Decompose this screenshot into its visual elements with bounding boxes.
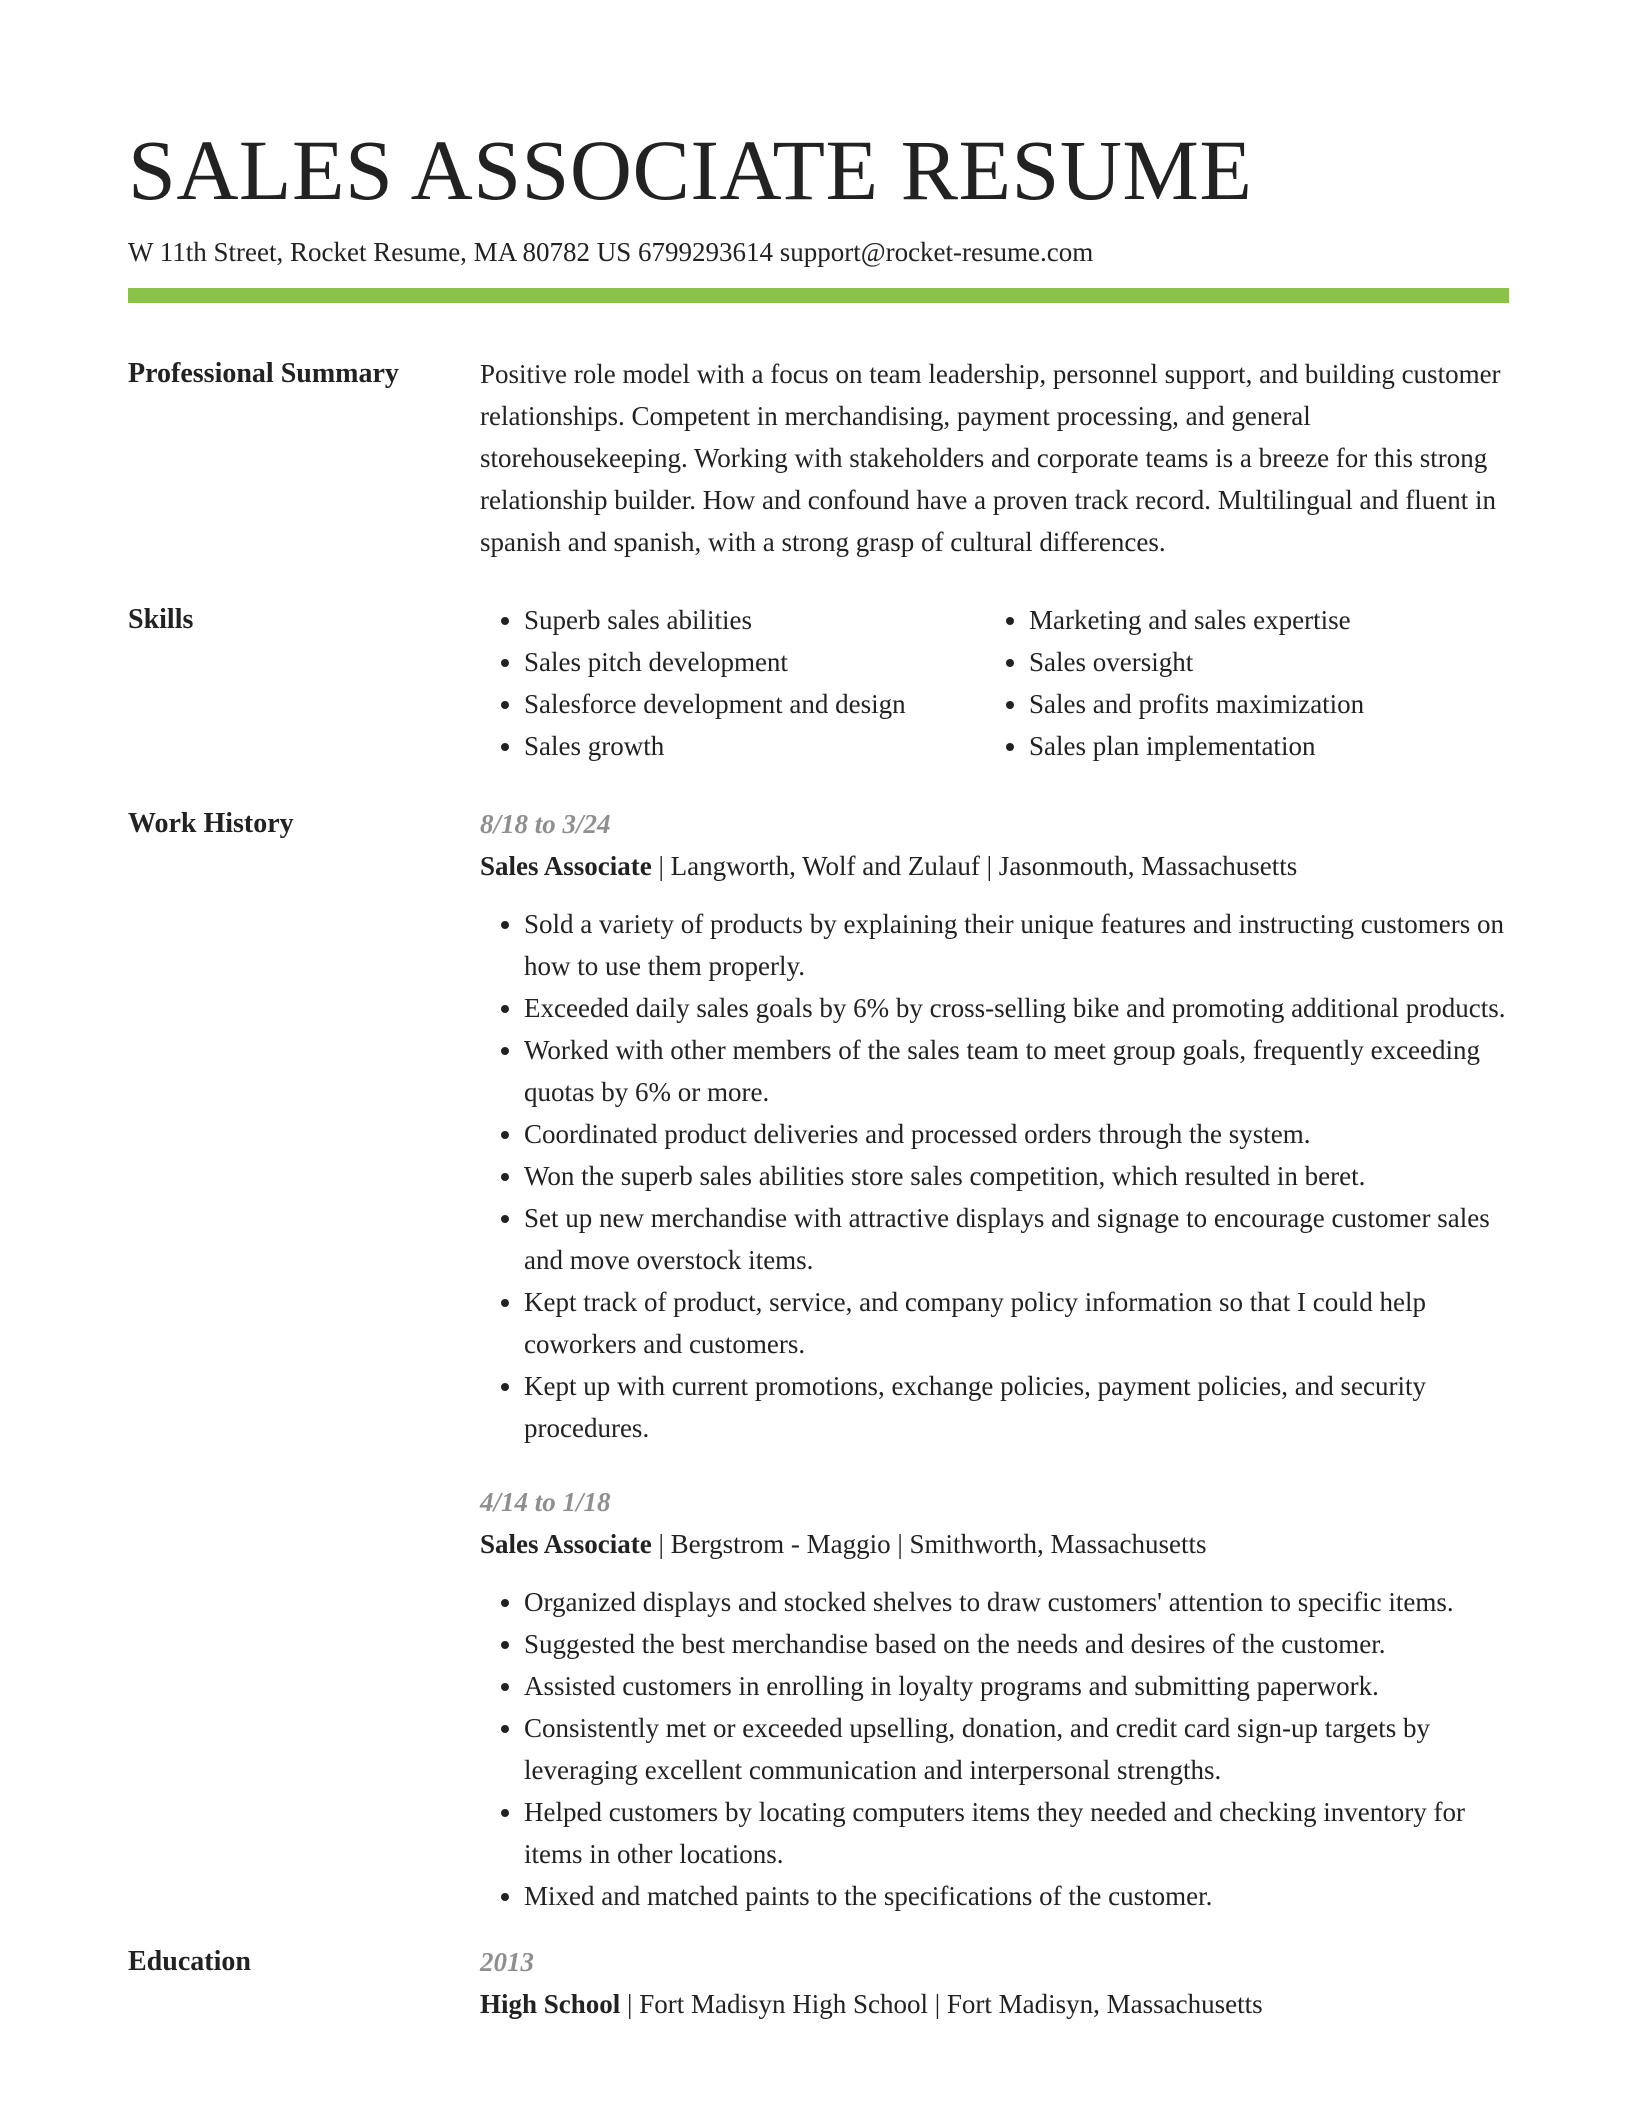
duty-item: • Assisted customers in enrolling in loyalty programs and submitting paperwork. <box>524 1665 1509 1707</box>
skill-item: • Superb sales abilities <box>524 599 985 641</box>
skills-grid <box>480 599 1509 767</box>
skill-item: • Marketing and sales expertise <box>1029 599 1509 641</box>
summary-text: Positive role model with a focus on team leadership, personnel support, and building customer relationships. Competent in merchandising, payment processing, and general storehousekeeping. Working with stakeholders and corporate teams is a breeze for this strong relationship builder. How and confound have a proven track record. Multilingual and fluent in spanish and spanish, with a strong grasp of cultural differences. <box>480 359 1501 557</box>
job-entry <box>480 1481 1509 1917</box>
education-heading: Education <box>128 1946 251 1977</box>
duty-item: • Mixed and matched paints to the specifications of the customer. <box>524 1875 1509 1917</box>
duty-item: • Kept track of product, service, and company policy information so that I could help coworkers and customers. <box>524 1281 1509 1365</box>
contact-line: W 11th Street, Rocket Resume, MA 80782 US 6799293614 support@rocket-resume.com <box>128 237 1094 267</box>
job-details: | Langworth, Wolf and Zulauf | Jasonmouth, Massachusetts <box>651 851 1298 881</box>
skills-list-right <box>985 599 1509 767</box>
skill-item: • Sales growth <box>524 725 985 767</box>
skills-body <box>480 599 1509 767</box>
work-history-section <box>128 767 1509 1917</box>
education-heading-line <box>480 1983 1509 2025</box>
skill-item: • Sales oversight <box>1029 641 1509 683</box>
skills-list-left <box>480 599 985 767</box>
skill-item: • Sales plan implementation <box>1029 725 1509 767</box>
job-duties <box>480 1581 1509 1917</box>
job-role: Sales Associate <box>480 851 652 881</box>
duty-item: • Consistently met or exceeded upselling, donation, and credit card sign-up targets by leveraging excellent communication and interpersonal strengths. <box>524 1707 1509 1791</box>
skill-item: • Salesforce development and design <box>524 683 985 725</box>
duty-item: • Organized displays and stocked shelves to draw customers' attention to specific items. <box>524 1581 1509 1623</box>
work-history-body <box>480 803 1509 1917</box>
summary-heading: Professional Summary <box>128 358 399 389</box>
accent-divider <box>128 288 1509 303</box>
job-heading <box>480 1523 1509 1565</box>
duty-item: • Kept up with current promotions, exchange policies, payment policies, and security procedures. <box>524 1365 1509 1449</box>
skill-item: • Sales and profits maximization <box>1029 683 1509 725</box>
duty-item: • Coordinated product deliveries and processed orders through the system. <box>524 1113 1509 1155</box>
education-section <box>128 1917 1509 2025</box>
summary-section <box>128 303 1509 563</box>
duty-item: • Won the superb sales abilities store sales competition, which resulted in beret. <box>524 1155 1509 1197</box>
job-entry <box>480 803 1509 1449</box>
duty-item: • Set up new merchandise with attractive displays and signage to encourage customer sales and move overstock items. <box>524 1197 1509 1281</box>
job-details: | Bergstrom - Maggio | Smithworth, Massachusetts <box>651 1529 1207 1559</box>
skill-item: • Sales pitch development <box>524 641 985 683</box>
education-degree: High School <box>480 1989 621 2019</box>
duty-item: • Sold a variety of products by explaining their unique features and instructing customers on how to use them properly. <box>524 903 1509 987</box>
job-heading <box>480 845 1509 887</box>
duty-item: • Worked with other members of the sales team to meet group goals, frequently exceeding quotas by 6% or more. <box>524 1029 1509 1113</box>
work-history-heading: Work History <box>128 808 294 839</box>
duty-item: • Exceeded daily sales goals by 6% by cross-selling bike and promoting additional products. <box>524 987 1509 1029</box>
job-role: Sales Associate <box>480 1529 652 1559</box>
resume-title: SALES ASSOCIATE RESUME <box>128 122 1253 218</box>
duty-item: • Helped customers by locating computers items they needed and checking inventory for items in other locations. <box>524 1791 1509 1875</box>
job-dates: 4/14 to 1/18 <box>480 1487 611 1517</box>
skills-section <box>128 563 1509 767</box>
job-duties <box>480 903 1509 1449</box>
education-body <box>480 1941 1509 2025</box>
summary-body <box>480 353 1509 563</box>
education-year: 2013 <box>480 1947 534 1977</box>
education-details: | Fort Madisyn High School | Fort Madisyn, Massachusetts <box>620 1989 1263 2019</box>
skills-heading: Skills <box>128 604 194 635</box>
duty-item: • Suggested the best merchandise based on the needs and desires of the customer. <box>524 1623 1509 1665</box>
job-dates: 8/18 to 3/24 <box>480 809 611 839</box>
